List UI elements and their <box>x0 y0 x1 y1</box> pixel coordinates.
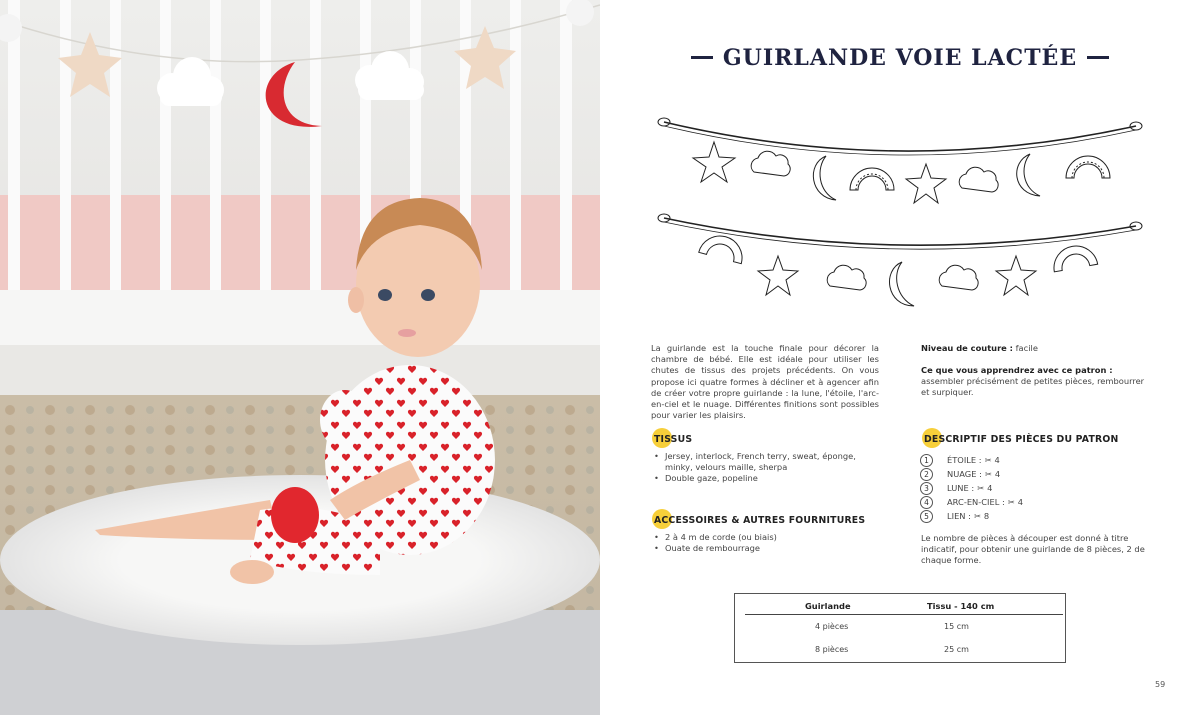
page-number: 59 <box>1155 680 1166 689</box>
piece-row <box>920 495 1023 509</box>
table-cell: 15 cm <box>944 622 969 631</box>
scissors-icon: ✂ <box>984 455 992 465</box>
piece-name: ÉTOILE : <box>947 455 982 465</box>
piece-row <box>920 509 1023 523</box>
level-info <box>921 343 1151 354</box>
page-title <box>691 45 1109 71</box>
tissus-heading <box>654 434 692 445</box>
accessoires-heading <box>654 515 865 526</box>
piece-row <box>920 481 1023 495</box>
piece-count: 8 <box>983 511 990 521</box>
title-dash-left <box>691 56 713 59</box>
piece-name: NUAGE : <box>947 469 982 479</box>
table-divider <box>745 614 1063 615</box>
list-item: • 2 à 4 m de corde (ou biais) <box>652 532 882 543</box>
page-title-text: GUIRLANDE VOIE LACTÉE <box>722 44 1078 71</box>
learn-info <box>921 365 1151 399</box>
piece-number: 3 <box>920 482 933 495</box>
tissus-list <box>652 451 882 484</box>
pieces-list <box>920 453 1023 523</box>
piece-count: 4 <box>987 483 993 493</box>
learn-value: assembler précisément de petites pièces, rembourrer et surpiquer. <box>921 376 1145 398</box>
scissors-icon: ✂ <box>1007 497 1015 507</box>
level-label: Niveau de couture : <box>921 343 1013 353</box>
accessoires-heading-text: ACCESSOIRES & AUTRES FOURNITURES <box>654 515 866 526</box>
table-cell: 4 pièces <box>815 622 849 631</box>
accessoires-list <box>652 532 882 554</box>
scissors-icon: ✂ <box>977 483 985 493</box>
list-item: • Ouate de rembourrage <box>652 543 882 554</box>
piece-name: LUNE : <box>947 483 975 493</box>
intro-paragraph: La guirlande est la touche finale pour décorer la chambre de bébé. Elle est idéale pour utiliser les chutes de tissus des projets précédents. On vous propose ici quatre formes à décliner et à agencer afin de créer votre propre guirlande : la lune, l'étoile, l'arc-en-ciel et le nuage. Différentes finitions sont possibles pour varier les plaisirs. <box>651 343 879 421</box>
pieces-note: Le nombre de pièces à découper est donné à titre indicatif, pour obtenir une guirlande de 8 pièces, 2 de chaque forme. <box>921 533 1145 566</box>
garland-illustration <box>650 108 1150 308</box>
tissus-heading-text: TISSUS <box>654 434 693 445</box>
scissors-icon: ✂ <box>984 469 992 479</box>
scissors-icon: ✂ <box>973 511 981 521</box>
piece-number: 2 <box>920 468 933 481</box>
piece-number: 5 <box>920 510 933 523</box>
piece-row <box>920 453 1023 467</box>
descriptif-heading <box>924 434 1118 445</box>
table-cell: 25 cm <box>944 645 969 654</box>
list-item: • Double gaze, popeline <box>652 473 882 484</box>
title-block <box>600 44 1200 71</box>
piece-row <box>920 467 1023 481</box>
piece-count: 4 <box>994 469 1001 479</box>
piece-name: LIEN : <box>947 511 971 521</box>
learn-label: Ce que vous apprendrez avec ce patron : <box>921 365 1113 375</box>
descriptif-heading-text: DESCRIPTIF DES PIÈCES DU PATRON <box>924 434 1119 445</box>
table-cell: 8 pièces <box>815 645 849 654</box>
title-dash-right <box>1087 56 1109 59</box>
piece-count: 4 <box>994 455 1000 465</box>
piece-number: 1 <box>920 454 933 467</box>
instructions-page <box>600 0 1200 715</box>
table-header: Guirlande <box>805 601 851 611</box>
table-header: Tissu - 140 cm <box>927 601 995 611</box>
fabric-table <box>734 593 1066 663</box>
piece-number: 4 <box>920 496 933 509</box>
piece-name: ARC-EN-CIEL : <box>947 497 1005 507</box>
list-item: • Jersey, interlock, French terry, sweat, éponge, minky, velours maille, sherpa <box>652 451 882 473</box>
piece-count: 4 <box>1017 497 1024 507</box>
level-value: facile <box>1015 343 1038 353</box>
